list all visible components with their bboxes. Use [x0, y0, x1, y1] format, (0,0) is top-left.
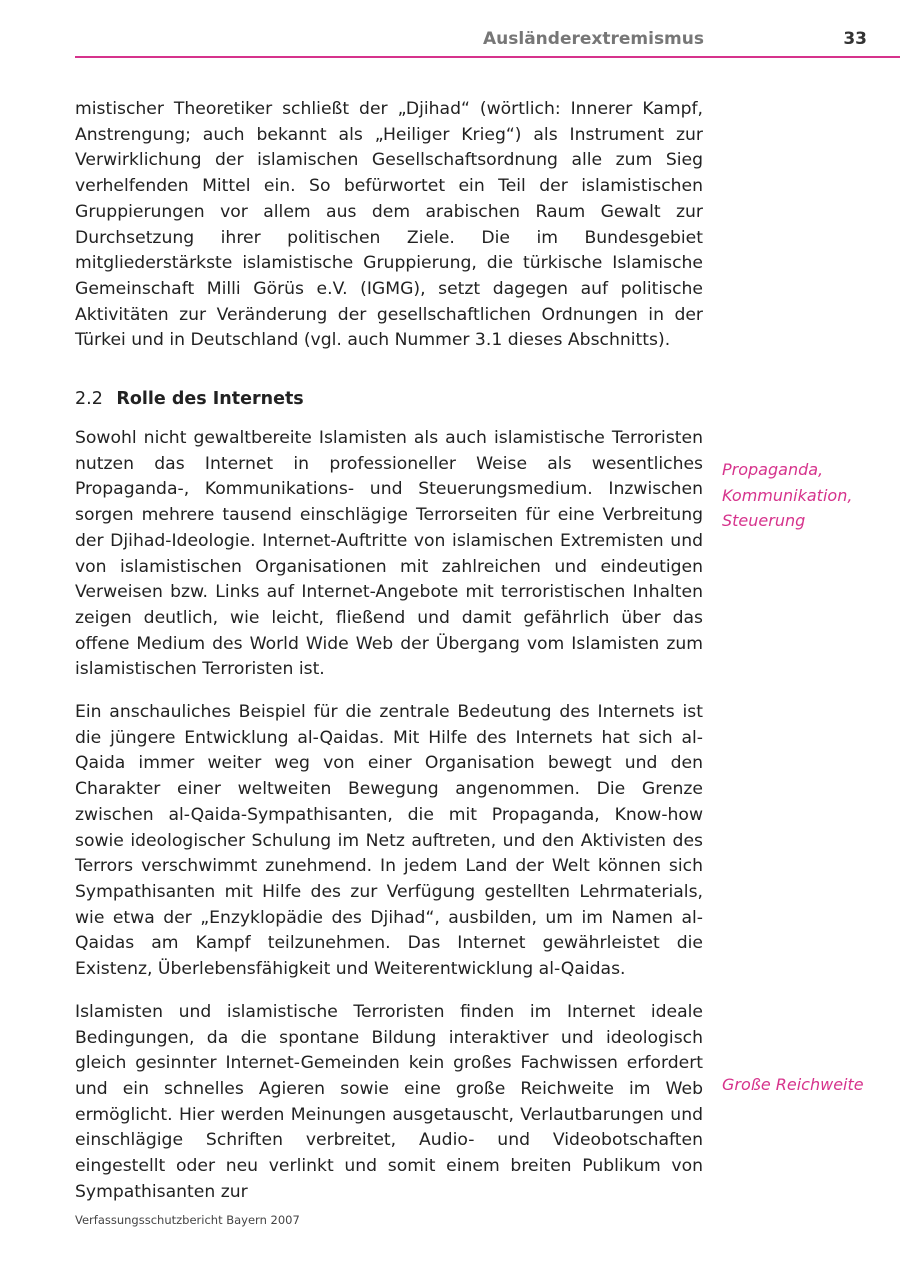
margin-note-line: Große Reichweite	[722, 1075, 864, 1094]
margin-note-line: Steuerung	[722, 511, 806, 530]
section-heading	[75, 387, 703, 412]
margin-note-line: Kommunikation,	[722, 485, 853, 505]
paragraph-3: Islamisten und islamistische Terroristen finden im Internet ideale Bedingungen, da die spontane Bildung interaktiver und ideologisch gleich gesinnter Internet-Gemeinden kein großes Fachwissen erfordert und ein schnelles Agieren sowie eine große Reichweite im Web ermöglicht. Hier werden Meinungen ausgetauscht, Verlautbarungen und einschlägige Schriften verbreitet, Audio- und Videobotschaften eingestellt oder neu verlinkt und somit einem breiten Publikum von Sympathisanten zur	[75, 1001, 703, 1202]
chapter-title: Ausländerextremismus	[483, 29, 704, 49]
page-header	[75, 26, 900, 58]
paragraph-1: Sowohl nicht gewaltbereite Islamisten als auch islamistische Terroristen nutzen das Internet in professioneller Weise als wesentliches Propaganda-, Kommunikations- und Steuerungsmedium. Inzwischen sorgen mehrere tausend einschlägige Terrorseiten für eine Verbreitung der Djihad-Ideologie. Internet-Auftritte von islamischen Extremisten und von islamistischen Organisationen mit zahlreichen und eindeutigen Verweisen bzw. Links auf Internet-Angebote mit terroristischen Inhalten zeigen deutlich, wie leicht, fließend und damit gefährlich über das offene Medium des World Wide Web der Übergang vom Islamisten zum islamistischen Terroristen ist.	[75, 428, 703, 680]
margin-note-reichweite	[722, 1072, 892, 1098]
section-title: Rolle des Internets	[116, 389, 304, 410]
margin-note-propaganda	[722, 457, 892, 534]
margin-note-line: Propaganda,	[722, 460, 824, 479]
paragraph-2: Ein anschauliches Beispiel für die zentrale Bedeutung des Internets ist die jüngere Entwicklung al-Qaidas. Mit Hilfe des Internets hat sich al-Qaida immer weiter weg von einer Organisation bewegt und den Charakter einer weltweiten Bewegung angenommen. Die Grenze zwischen al-Qaida-Sympathisanten, die mit Propaganda, Know-how sowie ideologischer Schulung im Netz auftreten, und den Aktivisten des Terrors verschwimmt zunehmend. In jedem Land der Welt können sich Sympathisanten mit Hilfe des zur Verfügung gestellten Lehrmaterials, wie etwa der „Enzyklopädie des Djihad“, ausbilden, um im Namen al-Qaidas am Kampf teilzunehmen. Das Internet gewährleistet die Existenz, Überlebensfähigkeit und Weiterentwicklung al-Qaidas.	[75, 702, 703, 980]
page-footer: Verfassungsschutzbericht Bayern 2007	[75, 1213, 300, 1227]
section-number: 2.2	[75, 389, 103, 410]
page-number: 33	[843, 29, 867, 49]
main-text	[75, 97, 703, 1222]
paragraph-intro: mistischer Theoretiker schließt der „Djihad“ (wörtlich: Innerer Kampf, Anstrengung; auch bekannt als „Heiliger Krieg“) als Instrument zur Verwirklichung der islamischen Gesellschaftsordnung alle zum Sieg verhelfenden Mittel ein. So befürwortet ein Teil der islamistischen Gruppierungen vor allem aus dem arabischen Raum Gewalt zur Durchsetzung ihrer politischen Ziele. Die im Bundesgebiet mitgliederstärkste islamistische Gruppierung, die türkische Islamische Gemeinschaft Milli Görüs e.V. (IGMG), setzt dagegen auf politische Aktivitäten zur Veränderung der gesellschaftlichen Ordnungen in der Türkei und in Deutschland (vgl. auch Nummer 3.1 dieses Abschnitts).	[75, 99, 703, 351]
